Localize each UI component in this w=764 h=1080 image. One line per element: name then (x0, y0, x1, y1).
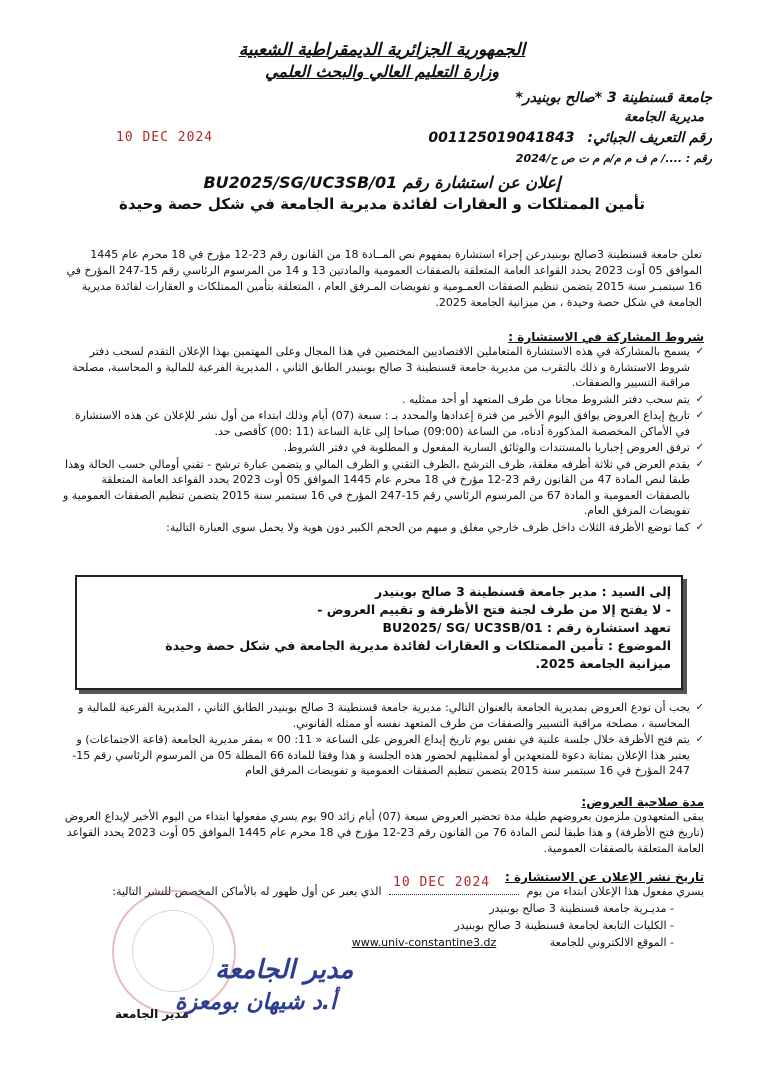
tax-id-value: 001125019041843 (428, 130, 575, 146)
list-item: - مديـرية جامعة قسنطينة 3 صالح بوبنيدر (489, 902, 674, 915)
publication-effective-start: يسري مفعول هذا الإعلان ابتداء من يوم (526, 885, 704, 898)
list-item: ✓ يتم فتح الأظرفة خلال جلسة علنية في نفس يوم تاريخ إيداع العروض على الساعة « 11: 00 » بمقر مديرية الجامعة (قاعة الاجتماعات) و يعتبر هذا الإعلان بمثابة دعوة للمتعهدين أو لممثليهم لحضور هذه الجلسة و هذا وفقا للمادة 66 المطلة 05 من المرسوم الرئاسي رقم 15-247 المؤرخ في 16 سبتمبر سنة 2015 يتضمن تنظيم الصفقات العمومية و تفويضات المرفق العام (60, 732, 704, 779)
envelope-line-budget: ميزانية الجامعة 2025. (535, 656, 671, 671)
list-item: ✓ يجب أن تودع العروض بمديرية الجامعة بالعنوان التالي: مديرية جامعة قسنطينة 3 صالح بوبنيدر الطابق الثاني ، المديرية الفرعية للمالية و المحاسبة ، مصلحة مراقبة التسيير والصفقات من طرف المتعهد نفسه أو ممثله القانوني. (60, 700, 704, 731)
republic-header: الجمهورية الجزائرية الديمقراطية الشعبية (238, 40, 526, 60)
signature-stamp-name: أ.د شيهان بومعزة (175, 990, 337, 1015)
place-label: الكليات التابعة لجامعة قسنطينة 3 صالح بوبنيدر (454, 919, 667, 932)
envelope-line-notice: - لا يفتح إلا من طرف لجنة فتح الأظرفة و تقييم العروض - (317, 602, 671, 617)
publication-heading: تاريخ نشر الإعلان عن الاستشارة : (505, 870, 704, 884)
reference-number: رقم : ..../ م ف م م/م م ت ص ح/2024 (515, 152, 712, 165)
signature-stamp-title: مدير الجامعة (215, 955, 354, 985)
university-name: جامعة قسنطينة 3 *صالح بوبنيدر* (515, 90, 712, 106)
envelope-line-number: تعهد استشارة رقم : BU2025/ SG/ UC3SB/01 (382, 620, 671, 635)
list-item: ✓ يتم سحب دفتر الشروط مجانا من طرف المتعهد أو أحد ممثليه . (60, 392, 704, 408)
envelope-line-addressee: إلى السيد : مدير جامعة قسنطينة 3 صالح بوبنيدر (375, 584, 671, 599)
publication-effective-end: الذي يعبر عن أول ظهور له بالأماكن المخصص للنشر التالية: (112, 885, 382, 898)
signer-title: مدير الجامعة (115, 1007, 189, 1021)
list-item: ✓ يسمح بالمشاركة في هذه الاستشارة المتعاملين الاقتصاديين المختصين في هذا المجال وعلى المهتمين بهذا الإعلان التقدم لسحب دفتر شروط الاستشارة و ذلك بالتقرب من مديرية جامعة قسنطينة 3 صالح بوبنيدر الطابق الثاني ، المديرية الفرعية للمالية و المحاسبة، مصلحة مراقبة التسيير والصفقات. (60, 344, 704, 391)
date-stamp: 10 DEC 2024 (116, 130, 214, 145)
publication-date-blank (389, 894, 519, 895)
place-label: الموقع الالكتروني للجامعة (549, 936, 667, 949)
tax-id-label: رقم التعريف الجبائي: (587, 130, 712, 146)
consultation-subject: تأمين الممتلكات و العقارات لفائدة مديرية الجامعة في شكل حصة وحيدة (118, 195, 646, 213)
list-item: ✓ ترفق العروض إجباريا بالمستندات والوثائق السارية المفعول و المطلوبة في دفتر الشروط. (60, 440, 704, 456)
tax-id (428, 130, 712, 146)
publication-date-stamp: 10 DEC 2024 (393, 875, 491, 890)
envelope-line-subject: الموضوع : تأمين الممتلكات و العقارات لفائدة مديرية الجامعة في شكل حصة وحيدة (165, 638, 671, 653)
validity-text: يبقى المتعهدون ملزمون بعروضهم طيلة مدة تحضير العروض سبعة (07) أيام زائد 90 يوم يسري مفعولها ابتداء من اليوم الأخير لإيداع العروض (تاريخ فتح الأظرفة) و هذا طبقا لنص المادة 76 من القانون رقم 23-12 مؤرخ في 18 محرم عام 1445 الموافق 05 أوت 2023 يحدد القواعد العامة المتعلقة بالصفقات العمومية. (64, 810, 704, 855)
conditions-heading: شروط المشاركة في الاستشارة : (508, 330, 704, 344)
website-link[interactable]: www.univ-constantine3.dz (351, 936, 497, 949)
list-item: - الموقع الالكتروني للجامعة www.univ-constantine3.dz (351, 936, 674, 949)
ministry-header: وزارة التعليم العالي والبحث العلمي (265, 62, 499, 81)
university-seal-inner (132, 910, 214, 992)
deposit-list (60, 700, 704, 779)
conditions-list (60, 344, 704, 535)
list-item: ✓ كما توضع الأظرفة الثلاث داخل ظرف خارجي مغلق و مبهم من الحجم الكبير دون هوية ولا يحمل سوى العبارة التالية: (60, 520, 704, 536)
conditions-section (60, 330, 704, 536)
place-label: مديـرية جامعة قسنطينة 3 صالح بوبنيدر (489, 902, 667, 915)
validity-section (60, 795, 704, 857)
deposit-section (60, 700, 704, 780)
list-item: ✓ تاريخ إيداع العروض يوافق اليوم الأخير من فترة إعدادها والمحدد بـ : سبعة (07) أيام وذلك ابتداء من أول نشر للإعلان عن هذه الاستشارة في الأماكن المخصصة المذكورة أدناه، من الساعة (09:00) صباحا إلى غاية الساعة (11 :00) كأقصى حد. (60, 408, 704, 439)
list-item: ✓ يقدم العرض في ثلاثة أظرفه مغلقة، ظرف الترشح ،الظرف التقني و الظرف المالي و يتضمن عبارة ترشح - تقني أومالي حسب الحالة وهذا طبقا لنص المادة 47 من القانون رقم 23-12 مؤرخ في 18 محرم عام 1445 الموافق 05 أوت 2023 يحدد القواعد العامة المتعلقة بالصفقات العمومية و المادة 67 من المرسوم الرئاسي رقم 15-247 المؤرخ في 16 سبتمبر سنة 2015 يتضمن تنظيم الصفقات العمومية و تفويضات المرفق العام. (60, 457, 704, 519)
intro-paragraph: تعلن جامعة قسنطينة 3صالح بوبنيدرعن إجراء استشارة بمفهوم نص المــادة 18 من القانون رقم 23-12 مؤرخ في 18 محرم عام 1445 الموافق 05 أوت 2023 يحدد القواعد العامة المتعلقة بالصفقات العمومية والمادتين 13 و 14 من المرسوم الرئاسي رقم 15-247 المؤرخ في 16 سبتمبـر سنة 2015 يتضمن تنظيم الصفقات العمـومية و تفويضات المـرفق العام ، المتعلقة بتأمين الممتلكات و العقارات لفائدة مديرية الجامعة في شكل حصة وحيدة ، من ميزانية الجامعة 2025. (66, 248, 702, 309)
validity-heading: مدة صلاحية العروض: (581, 795, 704, 809)
envelope-label-box (75, 575, 683, 690)
list-item: - الكليات التابعة لجامعة قسنطينة 3 صالح بوبنيدر (454, 919, 674, 932)
directorate-name: مديرية الجامعة (624, 110, 704, 125)
consultation-title: إعلان عن استشارة رقم BU2025/SG/UC3SB/01 (203, 173, 561, 192)
